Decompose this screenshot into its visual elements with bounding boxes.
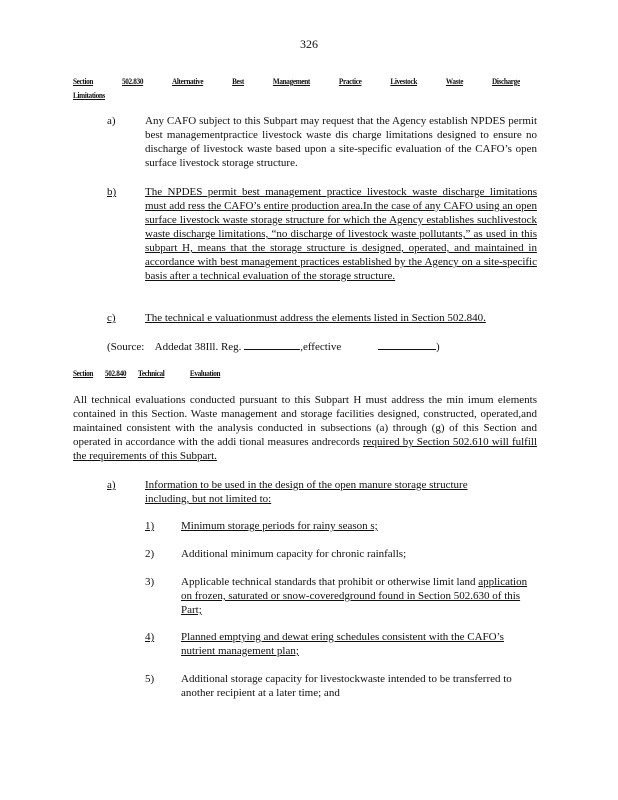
- subitem-text: Additional storage capacity for livestockwaste intended to be transferred to another recipient at a later time; and: [181, 673, 512, 699]
- heading-word: 502.830: [122, 76, 144, 86]
- subitem-label: 1): [145, 520, 155, 532]
- item-label: c): [107, 312, 116, 324]
- subitem-label: 3): [145, 576, 155, 588]
- heading-word: Discharge: [491, 76, 520, 86]
- heading-word: Livestock: [390, 76, 417, 86]
- intro-plain: All technical evaluations conducted pursuant to this Subpart H must address the min imum elements contained in this Section. Waste management and storage facilities designed, constructed, operated,and maintained consistent with the analysis conducted in subsections (a) through (g) of this Section and operated in accordance with the addi tional measures andrecords: [73, 394, 537, 448]
- item-text: The technical e valuationmust address the elements listed in Section 502.840.: [145, 312, 486, 324]
- source-effective: ,effective: [300, 341, 342, 353]
- blank-line: [244, 339, 300, 350]
- blank-line: [378, 339, 436, 350]
- heading-word: Best: [232, 76, 244, 86]
- item-label: a): [107, 479, 116, 491]
- heading-word: Evaluation: [189, 368, 221, 378]
- section-840-intro: [73, 393, 537, 463]
- heading-word: Management: [272, 76, 311, 86]
- heading-word: Section: [73, 76, 94, 86]
- subitem-text-plain: Applicable technical standards that prohibit or otherwise limit land: [181, 576, 479, 588]
- item-text: Any CAFO subject to this Subpart may request that the Agency establish NPDES permit best managementpractice livestock waste dis charge limitations designed to ensure no discharge of livestock waste based upon a site-specific evaluation of the CAFO’s open surface livestock storage structure.: [145, 115, 537, 169]
- section-830-heading-line2: [73, 90, 134, 100]
- source-note: [107, 339, 537, 354]
- item-text: [145, 185, 537, 283]
- subitem-text: Minimum storage periods for rainy season s;: [181, 520, 378, 532]
- section-840-heading: [73, 368, 249, 378]
- section-830-heading: [73, 76, 549, 86]
- source-added: Addedat 38Ill. Reg.: [154, 341, 242, 353]
- heading-word: Practice: [338, 76, 362, 86]
- heading-word: Limitations: [73, 90, 105, 100]
- heading-word: 502.840: [105, 368, 127, 378]
- subitem-label: 4): [145, 631, 155, 643]
- intro-underlined: required by Section 502.610 will fulfill the requirements of this Subpart.: [73, 436, 538, 462]
- page-number: 326: [300, 37, 318, 51]
- subitem-text: Planned emptying and dewat ering schedules consistent with the CAFO’s nutrient management plan;: [181, 631, 504, 657]
- source-suffix: ): [435, 341, 440, 353]
- item-text: Information to be used in the design of the open manure storage structure including, but not limited to:: [145, 479, 468, 505]
- subitem-text-underlined: application on frozen, saturated or snow-coveredground found in Section 502.630 of this Part;: [181, 576, 528, 616]
- item-label: a): [107, 115, 116, 127]
- subitem-label: 2): [145, 548, 155, 560]
- heading-word: Alternative: [172, 76, 204, 86]
- heading-word: Waste: [445, 76, 464, 86]
- item-text-span: The NPDES permit best management practice livestock waste discharge limitations must add ress the CAFO’s entire production area.In the case of any CAFO using an open surface livestock waste storage structure for which the Agency establishes suchlivestock waste discharge limitations, “no discharge of livestock waste pollutants,” as used in this subpart H, means that the storage structure is designed, operated, and maintained in accordance with best management practices established by the Agency on a site-specific basis after a technical evaluation of the storage structure.: [145, 186, 537, 282]
- heading-word: Section: [73, 368, 94, 378]
- subitem-text: Additional minimum capacity for chronic rainfalls;: [181, 548, 407, 560]
- heading-word: Technical: [138, 368, 165, 378]
- item-label: b): [107, 186, 117, 198]
- source-prefix: (Source:: [107, 341, 145, 353]
- subitem-label: 5): [145, 673, 155, 685]
- subitem-text: [181, 575, 537, 617]
